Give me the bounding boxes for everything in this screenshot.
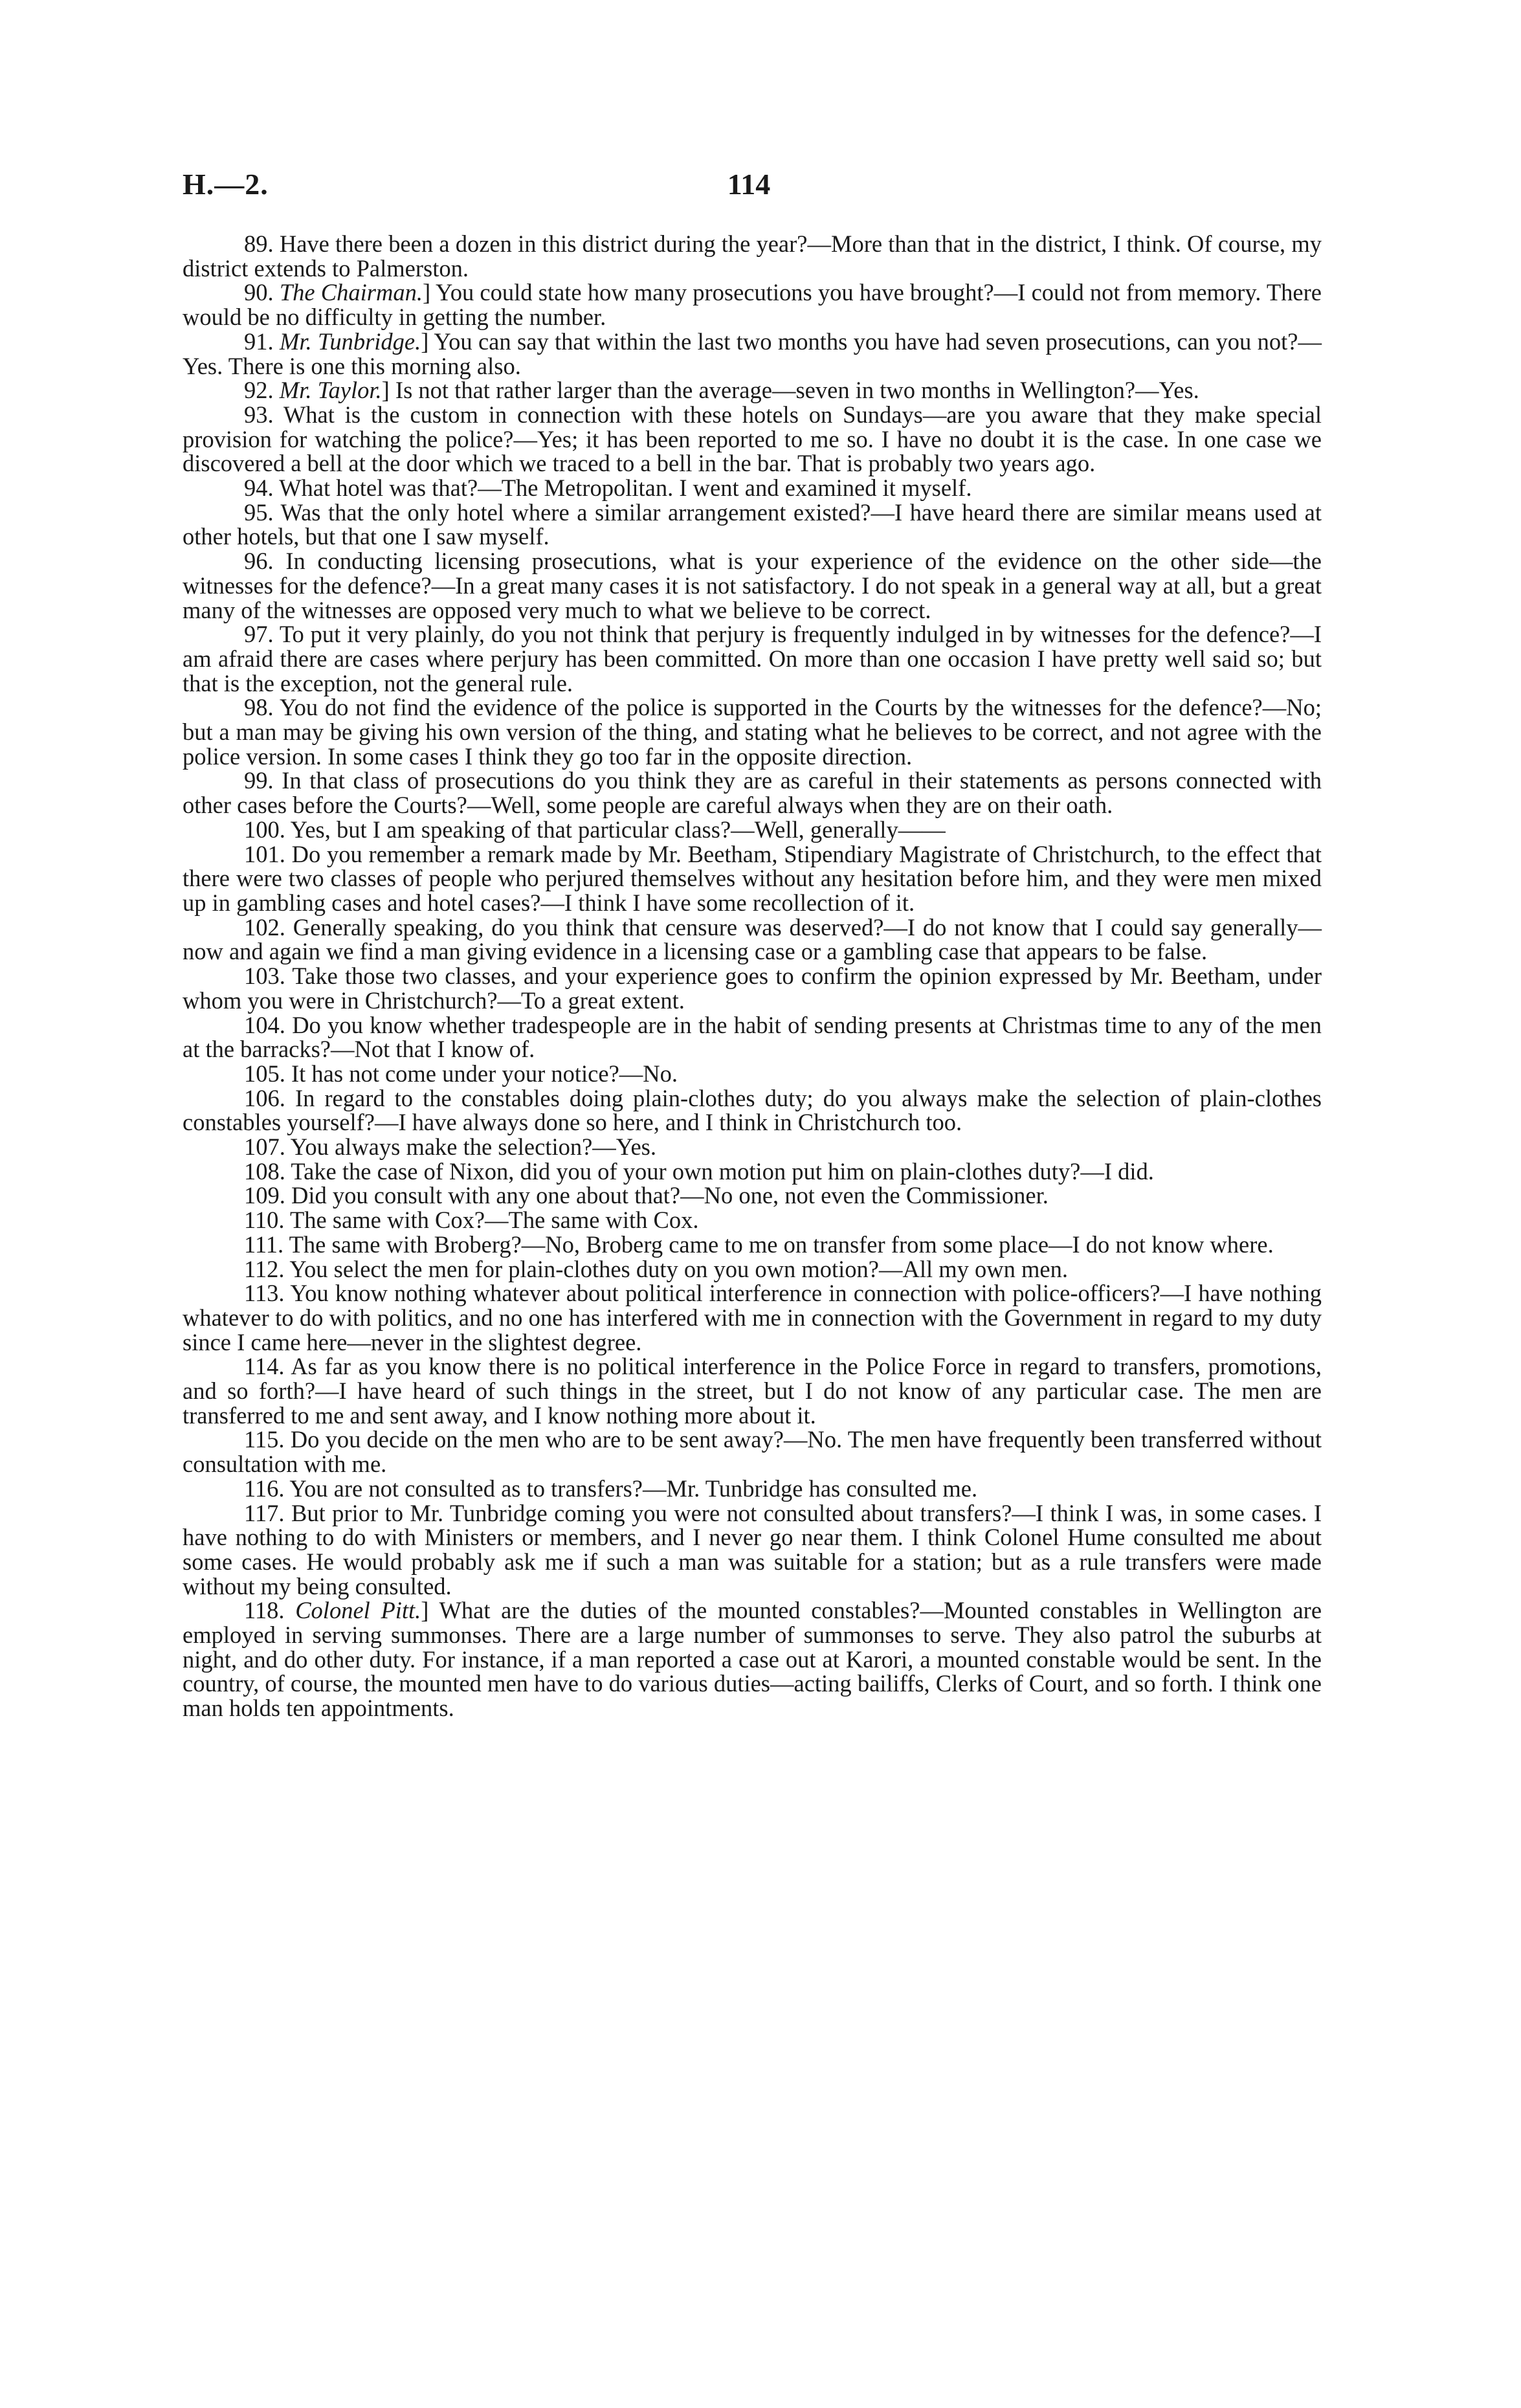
- question-number: 92.: [244, 377, 274, 404]
- question-number: 91.: [244, 328, 274, 355]
- question-number: 113.: [244, 1280, 285, 1307]
- question-paragraph: [183, 1086, 1322, 1135]
- question-answer-text: Take those two classes, and your experience goes to confirm the opinion expressed by Mr. Beetham, under whom you were in Christchurch?—To a great extent.: [183, 963, 1322, 1014]
- question-number: 95.: [244, 498, 274, 526]
- question-number: 99.: [244, 767, 274, 794]
- question-answer-text: You always make the selection?—Yes.: [290, 1133, 657, 1161]
- question-answer-text: Do you remember a remark made by Mr. Beetham, Stipendiary Magistrate of Christchurch, to the effect that there were two classes of people who perjured themselves without any hesitation before him, and they were men mixed up in gambling cases and hotel cases?—I think I have some recollection of it.: [183, 840, 1322, 916]
- question-paragraph: [183, 1013, 1322, 1062]
- question-number: 107.: [244, 1133, 285, 1161]
- question-paragraph: [183, 403, 1322, 476]
- speaker-bracket: ]: [381, 377, 390, 404]
- question-paragraph: [183, 1232, 1322, 1257]
- page-header: [183, 167, 1315, 212]
- question-answer-text: The same with Broberg?—No, Broberg came to me on transfer from some place—I do not know where.: [289, 1231, 1274, 1258]
- question-number: 100.: [244, 816, 285, 843]
- question-number: 108.: [244, 1157, 285, 1185]
- question-paragraph: [183, 1354, 1322, 1427]
- question-answer-text: Yes, but I am speaking of that particular class?—Well, generally——: [290, 816, 946, 843]
- question-number: 102.: [244, 913, 285, 941]
- question-number: 110.: [244, 1207, 285, 1234]
- page-number: 114: [727, 168, 771, 201]
- speaker-bracket: ]: [421, 1597, 429, 1624]
- question-answer-text: You do not find the evidence of the police is supported in the Courts by the witnesses for the defence?—No; but a man may be giving his own version of the thing, and stating what he believes to be correct, and not agree with the police version. In some cases I think they go too far in the opposite direction.: [183, 694, 1322, 770]
- question-paragraph: [183, 549, 1322, 622]
- question-answer-text: Did you consult with any one about that?—No one, not even the Commissioner.: [291, 1182, 1049, 1209]
- question-paragraph: [183, 915, 1322, 964]
- question-paragraph: [183, 378, 1322, 403]
- question-answer-text: You can say that within the last two months you have had seven prosecutions, can you not?—Yes. There is one this morning also.: [183, 328, 1322, 379]
- question-number: 93.: [244, 401, 274, 428]
- question-answer-text: To put it very plainly, do you not think that perjury is frequently indulged in by witnesses for the defence?—I am afraid there are cases where perjury has been committed. On more than one occasion I have pretty well said so; but that is the exception, not the general rule.: [183, 621, 1322, 697]
- question-paragraph: [183, 280, 1322, 329]
- question-answer-text: You know nothing whatever about political interference in connection with police-officers?—I have nothing whatever to do with politics, and no one has interfered with me in connection with the Government in regard to my duty since I came here—never in the slightest degree.: [183, 1280, 1322, 1355]
- question-number: 94.: [244, 474, 274, 502]
- question-number: 103.: [244, 963, 285, 990]
- question-number: 105.: [244, 1060, 285, 1087]
- question-paragraph: [183, 500, 1322, 549]
- question-paragraph: [183, 329, 1322, 378]
- question-answer-text: As far as you know there is no political interference in the Police Force in regard to transfers, promotions, and so forth?—I have heard of such things in the street, but I do not know of any particular case. The men are transferred to me and sent away, and I know nothing more about it.: [183, 1353, 1322, 1429]
- question-number: 118.: [244, 1597, 285, 1624]
- question-number: 106.: [244, 1084, 285, 1111]
- question-answer-text: The same with Cox?—The same with Cox.: [290, 1207, 699, 1234]
- question-paragraph: [183, 1281, 1322, 1354]
- speaker-name: Mr. Tunbridge.: [279, 328, 421, 355]
- question-paragraph: [183, 1135, 1322, 1159]
- question-answer-text: Have there been a dozen in this district during the year?—More than that in the district, I think. Of course, my district extends to Palmerston.: [183, 230, 1322, 282]
- question-answer-text: In that class of prosecutions do you think they are as careful in their statements as persons connected with other cases before the Courts?—Well, some people are careful always when they are on their oath.: [183, 767, 1322, 819]
- question-answer-text: Do you know whether tradespeople are in the habit of sending presents at Christmas time to any of the men at the barracks?—Not that I know of.: [183, 1011, 1322, 1063]
- question-paragraph: [183, 1427, 1322, 1476]
- speaker-bracket: ]: [421, 328, 429, 355]
- question-answer-text: You could state how many prosecutions you have brought?—I could not from memory. There would be no difficulty in getting the number.: [183, 279, 1322, 331]
- question-paragraph: [183, 842, 1322, 915]
- question-answer-text: Was that the only hotel where a similar arrangement existed?—I have heard there are similar means used at other hotels, but that one I saw myself.: [183, 498, 1322, 550]
- question-answer-text: Take the case of Nixon, did you of your own motion put him on plain-clothes duty?—I did.: [291, 1157, 1154, 1185]
- question-number: 117.: [244, 1499, 285, 1526]
- question-number: 112.: [244, 1255, 285, 1282]
- question-paragraph: [183, 1208, 1322, 1232]
- question-answer-text: Do you decide on the men who are to be sent away?—No. The men have frequently been transferred without consultation with me.: [183, 1426, 1322, 1478]
- question-paragraph: [183, 1598, 1322, 1721]
- question-paragraph: [183, 1183, 1322, 1208]
- question-number: 90.: [244, 279, 274, 306]
- question-answer-text: You select the men for plain-clothes duty on you own motion?—All my own men.: [289, 1255, 1068, 1282]
- question-answer-text: What hotel was that?—The Metropolitan. I went and examined it myself.: [279, 474, 972, 502]
- question-paragraph: [183, 1501, 1322, 1599]
- question-number: 89.: [244, 230, 274, 257]
- question-paragraph: [183, 818, 1322, 842]
- question-answer-text: What are the duties of the mounted constables?—Mounted constables in Wellington are employed in serving summonses. There are a large number of summonses to serve. They also patrol the suburbs at night, and do other duty. For instance, if a man reported a case out at Karori, a mounted constable would be sent. In the country, of course, the mounted men have to do various duties—acting bailiffs, Clerks of Court, and so forth. I think one man holds ten appointments.: [183, 1597, 1322, 1722]
- question-answer-text: What is the custom in connection with these hotels on Sundays—are you aware that they make special provision for watching the police?—Yes; it has been reported to me so. I have no doubt it is the case. In one case we discovered a bell at the door which we traced to a bell in the bar. That is probably two years ago.: [183, 401, 1322, 477]
- question-answer-text: In conducting licensing prosecutions, what is your experience of the evidence on the other side—the witnesses for the defence?—In a great many cases it is not satisfactory. I do not speak in a general way at all, but a great many of the witnesses are opposed very much to what we believe to be correct.: [183, 548, 1322, 623]
- question-paragraph: [183, 964, 1322, 1012]
- speaker-bracket: ]: [422, 279, 431, 306]
- speaker-name: The Chairman.: [279, 279, 423, 306]
- question-paragraph: [183, 1477, 1322, 1501]
- question-number: 98.: [244, 694, 274, 721]
- question-paragraph: [183, 768, 1322, 817]
- question-answer-text: Generally speaking, do you think that censure was deserved?—I do not know that I could say generally—now and again we find a man giving evidence in a licensing case or a gambling case that appears to be false.: [183, 913, 1322, 965]
- question-answer-text: But prior to Mr. Tunbridge coming you were not consulted about transfers?—I think I was, in some cases. I have nothing to do with Ministers or members, and I never go near them. I think Colonel Hume consulted me about some cases. He would probably ask me if such a man was suitable for a station; but as a rule transfers were made without my being consulted.: [183, 1499, 1322, 1600]
- question-number: 101.: [244, 840, 285, 867]
- testimony-body: [183, 232, 1322, 1721]
- question-paragraph: [183, 695, 1322, 768]
- question-paragraph: [183, 476, 1322, 500]
- question-answer-text: It has not come under your notice?—No.: [291, 1060, 678, 1087]
- question-number: 96.: [244, 548, 274, 575]
- question-paragraph: [183, 1062, 1322, 1086]
- question-number: 111.: [244, 1231, 284, 1258]
- question-number: 114.: [244, 1353, 285, 1380]
- question-paragraph: [183, 1257, 1322, 1282]
- question-answer-text: You are not consulted as to transfers?—Mr. Tunbridge has consulted me.: [289, 1475, 978, 1502]
- speaker-name: Colonel Pitt.: [295, 1597, 421, 1624]
- question-number: 109.: [244, 1182, 285, 1209]
- document-reference: H.—2.: [183, 168, 269, 201]
- question-paragraph: [183, 1159, 1322, 1184]
- speaker-name: Mr. Taylor.: [279, 377, 382, 404]
- question-answer-text: Is not that rather larger than the average—seven in two months in Wellington?—Yes.: [395, 377, 1199, 404]
- question-paragraph: [183, 232, 1322, 280]
- question-number: 116.: [244, 1475, 285, 1502]
- question-number: 104.: [244, 1011, 285, 1038]
- question-answer-text: In regard to the constables doing plain-clothes duty; do you always make the selection of plain-clothes constables yourself?—I have always done so here, and I think in Christchurch too.: [183, 1084, 1322, 1136]
- question-paragraph: [183, 622, 1322, 695]
- question-number: 115.: [244, 1426, 285, 1453]
- question-number: 97.: [244, 621, 274, 648]
